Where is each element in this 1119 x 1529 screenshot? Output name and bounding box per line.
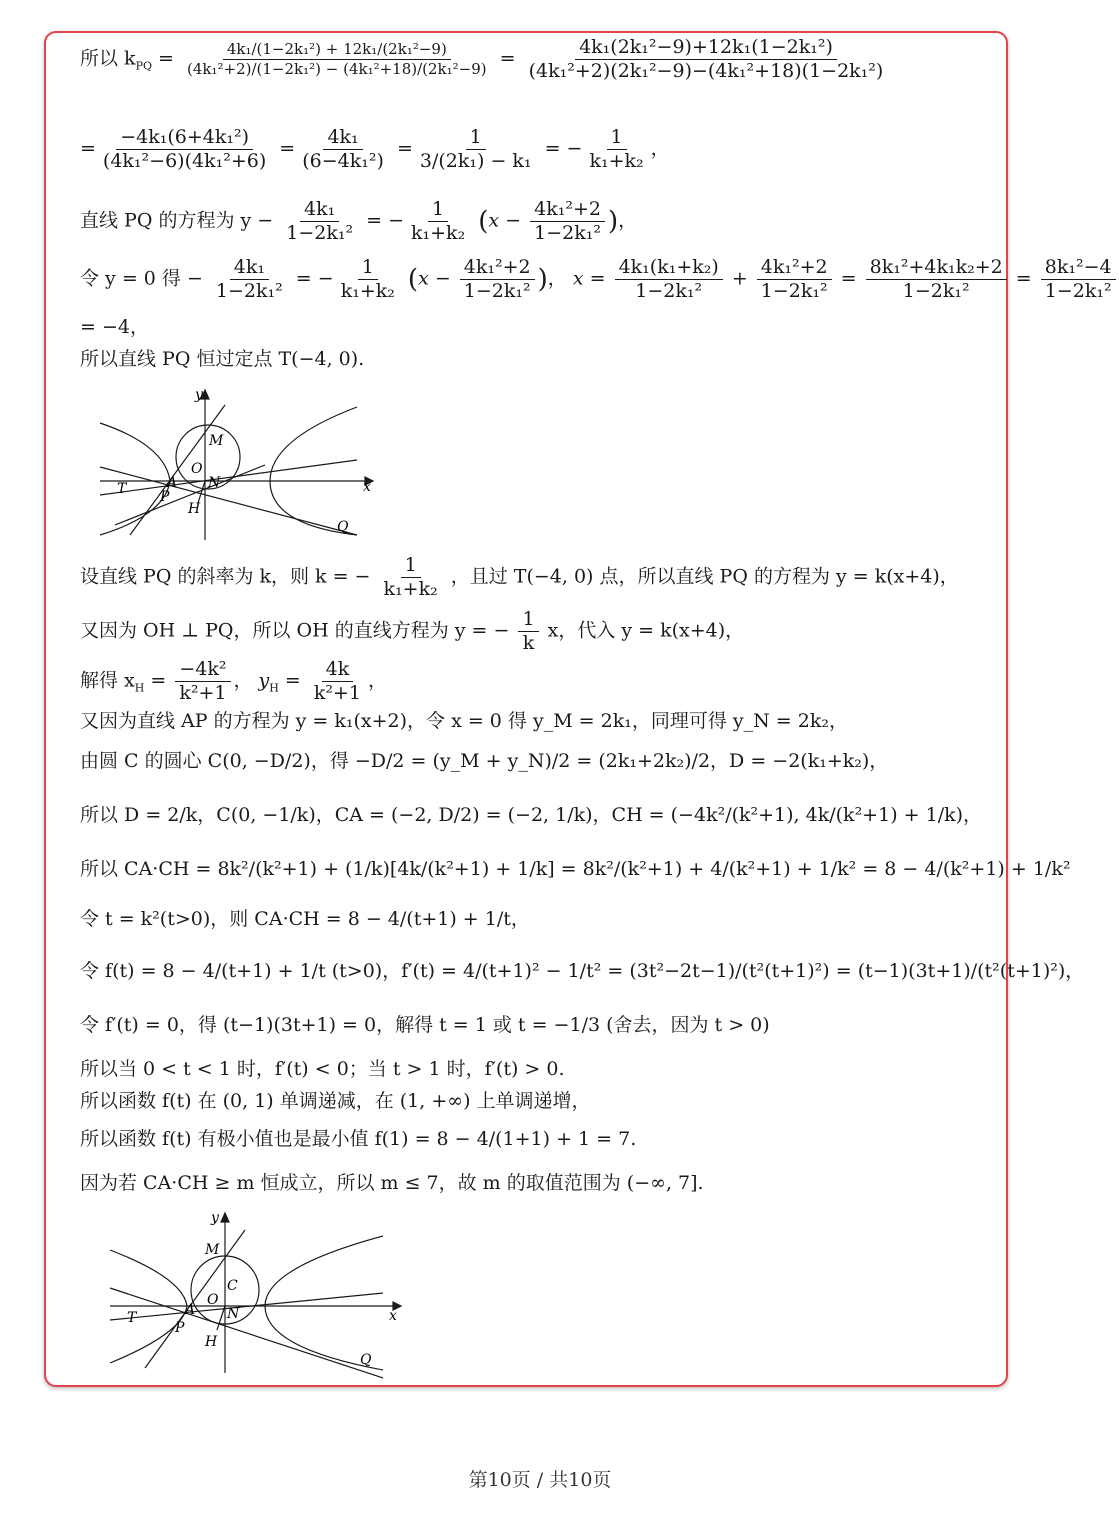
oh-perp-tail: x，代入 y = k(x+4)， xyxy=(547,619,745,642)
frac-d xyxy=(585,128,647,171)
frac-d-den: k₁+k₂ xyxy=(589,150,644,172)
kpq-label: 所以 k xyxy=(80,47,136,70)
frac-b-num: 4k₁ xyxy=(323,128,362,150)
y0-frac5: $\frac{\text{4k₁²+2}}{\text{1−2k₁²}}$ xyxy=(757,258,832,301)
fig2-label-y: y xyxy=(211,1210,219,1226)
line-slope-k xyxy=(80,556,959,599)
fig1-label-n: N xyxy=(208,475,221,491)
kpq-rhs-den: (4k₁²+2)(2k₁²−9)−(4k₁²+18)(1−2k₁²) xyxy=(528,60,884,82)
line-critical-point: 令 f′(t) = 0，得 (t−1)(3t+1) = 0，解得 t = 1 或 t = −1/3 (舍去，因为 t > 0) xyxy=(80,1014,770,1036)
line-derivative: 令 f(t) = 8 − 4/(t+1) + 1/t (t>0)，f′(t) = 4/(t+1)² − 1/t² = (3t²−2t−1)/(t²(t+1)²) = (t−1)(3t+1)/(t²(t+1)²)， xyxy=(80,960,1085,982)
fig2-label-q: Q xyxy=(360,1352,372,1368)
pq-eq-frac1: $\frac{\text{4k₁}}{\text{1−2k₁²}}$ xyxy=(286,198,354,244)
figure-hyperbola-2 xyxy=(105,1208,405,1383)
line-simplify: = $\frac{\text{−4k₁(6+4k₁²)}}{\text{(4k₁²−6)(4k₁²+6)}}$ = $\frac{\text{4k₁}}{\text{(6−4k₁²)}}$ = $\frac{1}{\text{3/(2k₁) − k₁}}$ = − $\frac{1}{\text{k₁+k₂}}$ ， xyxy=(80,126,670,172)
y0-frac4: $\frac{\text{4k₁(k₁+k₂)}}{\text{1−2k₁²}}$ xyxy=(615,258,723,301)
frac-d-num: 1 xyxy=(607,128,627,150)
xh-frac: $\frac{\text{−4k²}}{\text{k²+1}}$ xyxy=(175,660,230,703)
slope-k-label: 设直线 PQ 的斜率为 k，则 k = − xyxy=(80,565,371,588)
fig1-label-t: T xyxy=(117,481,127,497)
line-minimum: 所以函数 f(t) 有极小值也是最小值 f(1) = 8 − 4/(1+1) + 1 = 7. xyxy=(80,1128,637,1150)
fig1-label-q: Q xyxy=(337,519,349,535)
line-kpq: 所以 $k_{PQ}$ = $\frac{\text{4k₁/(1−2k₁²) + 12k₁/(2k₁²−9)}}{\text{(4k₁²+2)/(1−2k₁²) − (4k₁²+18)/(2k₁²−9)}}$ = $\frac{\text{4k₁(2k₁²−9)+12k₁(1−2k₁²)}}{\text{(4k₁²+2)(2k₁²−9)−(4k₁²+18)(1−2k₁²)}}$ xyxy=(80,38,890,81)
fig2-label-x: x xyxy=(389,1308,397,1324)
line-result-neg4: = −4， xyxy=(80,316,149,338)
y0-frac2: $\frac{1}{\text{k₁+k₂}}$ xyxy=(340,256,395,302)
pq-eq-frac3: $\frac{\text{4k₁²+2}}{\text{1−2k₁²}}$ xyxy=(530,200,605,243)
fig1-label-a: A xyxy=(167,475,178,491)
kpq-rhs-num: 4k₁(2k₁²−9)+12k₁(1−2k₁²) xyxy=(575,38,837,60)
y-axis-arrow-2 xyxy=(221,1213,229,1222)
line-pq-equation: 直线 PQ 的方程为 y − $\frac{\text{4k₁}}{\text{1−2k₁²}}$ = − $\frac{1}{\text{k₁+k₂}}$ (x − $\frac{\text{4k₁²+2}}{\text{1−2k₁²}}$ )， xyxy=(80,198,638,244)
fig2-label-h: H xyxy=(205,1334,218,1350)
fig2-label-n: N xyxy=(227,1306,240,1322)
y0-frac7: $\frac{\text{8k₁²−4}}{\text{1−2k₁²}}$ xyxy=(1041,258,1116,301)
frac-a-den: (4k₁²−6)(4k₁²+6) xyxy=(102,150,267,172)
line-ap-equation: 又因为直线 AP 的方程为 y = k₁(x+2)，令 x = 0 得 y_M = 2k₁，同理可得 y_N = 2k₂， xyxy=(80,710,848,732)
fig1-label-m: M xyxy=(209,433,224,449)
kpq-rhs-fraction xyxy=(525,38,888,81)
fig2-label-c: C xyxy=(227,1278,238,1294)
fig2-label-m: M xyxy=(205,1242,220,1258)
fig1-label-o: O xyxy=(191,461,203,477)
line-dot-product: 所以 CA·CH = 8k²/(k²+1) + (1/k)[4k/(k²+1) + 1/k] = 8k²/(k²+1) + 4/(k²+1) + 1/k² = 8 − 4/(k²+1) + 1/k² xyxy=(80,858,1071,880)
kpq-sub: PQ xyxy=(135,59,152,73)
oh-perp-frac: $\frac{1}{k}$ xyxy=(518,610,538,653)
slope-k-tail: ，且过 T(−4, 0) 点，所以直线 PQ 的方程为 y = k(x+4)， xyxy=(450,565,959,588)
fig2-label-o: O xyxy=(207,1292,219,1308)
fig1-label-h: H xyxy=(188,501,201,517)
kpq-complex-fraction: $\frac{\text{4k₁/(1−2k₁²) + 12k₁/(2k₁²−9)}}{\text{(4k₁²+2)/(1−2k₁²) − (4k₁²+18)/(2k₁²−9)}}$ xyxy=(186,40,487,78)
y0-frac3: $\frac{\text{4k₁²+2}}{\text{1−2k₁²}}$ xyxy=(460,258,535,301)
pq-eq-frac2: $\frac{1}{\text{k₁+k₂}}$ xyxy=(411,198,466,244)
frac-c xyxy=(416,128,536,171)
frac-c-num: 1 xyxy=(466,128,486,150)
frac-b-den: (6−4k₁²) xyxy=(302,150,384,172)
figure-hyperbola-1 xyxy=(95,385,385,545)
frac-a xyxy=(99,128,270,171)
page-footer: 第10页 / 共10页 xyxy=(468,1469,612,1491)
line-set-y0: 令 y = 0 得 − $\frac{\text{4k₁}}{\text{1−2k₁²}}$ = − $\frac{1}{\text{k₁+k₂}}$ (x − $\frac{\text{4k₁²+2}}{\text{1−2k₁²}}$ )， x = $\frac{\text{4k₁(k₁+k₂)}}{\text{1−2k₁²}}$ + $\frac{\text{4k₁²+2}}{\text{1−2k₁²}}$ = $\frac{\text{8k₁²+4k₁k₂+2}}{\text{1−2k₁²}}$ = $\frac{\text{8k₁²−4}}{\text{1−2k₁²}}$ xyxy=(80,258,1119,301)
set-y0-label: 令 y = 0 得 − xyxy=(80,267,203,290)
line-solve-h: 解得 $x_H$ = $\frac{\text{−4k²}}{\text{k²+1}}$ ， $y_H$ = $\frac{4k}{\text{k²+1}}$ ， xyxy=(80,658,388,704)
frac-c-den: 3/(2k₁) − k₁ xyxy=(419,150,532,172)
line-monotonicity: 所以函数 f(t) 在 (0, 1) 单调递减，在 (1, +∞) 上单调递增， xyxy=(80,1090,591,1112)
fig2-label-p: P xyxy=(175,1320,185,1336)
line-conclusion: 因为若 CA·CH ≥ m 恒成立，所以 m ≤ 7，故 m 的取值范围为 (−∞, 7]. xyxy=(80,1172,704,1194)
line-vectors: 所以 D = 2/k，C(0, −1/k)，CA = (−2, D/2) = (−2, 1/k)，CH = (−4k²/(k²+1), 4k/(k²+1) + 1/k)， xyxy=(80,804,983,826)
frac-a-num: −4k₁(6+4k₁²) xyxy=(116,128,253,150)
fig1-label-x: x xyxy=(363,479,371,495)
slope-k-frac: $\frac{1}{\text{k₁+k₂}}$ xyxy=(383,554,438,600)
pq-eq-label: 直线 PQ 的方程为 y − xyxy=(80,209,274,232)
fig1-label-p: P xyxy=(160,489,170,505)
line-ap xyxy=(130,405,225,535)
oh-perp-label: 又因为 OH ⊥ PQ，所以 OH 的直线方程为 y = − xyxy=(80,619,510,642)
line-substitute-t: 令 t = k²(t>0)，则 CA·CH = 8 − 4/(t+1) + 1/t， xyxy=(80,908,530,930)
fig2-label-t: T xyxy=(127,1310,137,1326)
yh-frac: $\frac{4k}{\text{k²+1}}$ xyxy=(313,658,362,704)
fig2-label-a: A xyxy=(185,1302,196,1318)
hyperbola-left-branch xyxy=(100,423,170,535)
fig1-label-y: y xyxy=(195,387,203,403)
line-circle-center: 由圆 C 的圆心 C(0, −D/2)，得 −D/2 = (y_M + y_N)/2 = (2k₁+2k₂)/2，D = −2(k₁+k₂)， xyxy=(80,750,889,772)
line-tq-2 xyxy=(110,1288,383,1378)
y0-frac1: $\frac{\text{4k₁}}{\text{1−2k₁²}}$ xyxy=(215,256,283,302)
frac-b xyxy=(298,128,388,171)
line-fixed-point: 所以直线 PQ 恒过定点 T(−4, 0). xyxy=(80,348,365,370)
solve-h-label: 解得 x xyxy=(80,669,135,692)
line-ap-2 xyxy=(145,1230,245,1368)
line-sign-analysis: 所以当 0 < t < 1 时，f′(t) < 0；当 t > 1 时，f′(t) > 0. xyxy=(80,1058,565,1080)
line-oh-perp xyxy=(80,610,744,653)
y0-frac6: $\frac{\text{8k₁²+4k₁k₂+2}}{\text{1−2k₁²}}$ xyxy=(866,258,1007,301)
